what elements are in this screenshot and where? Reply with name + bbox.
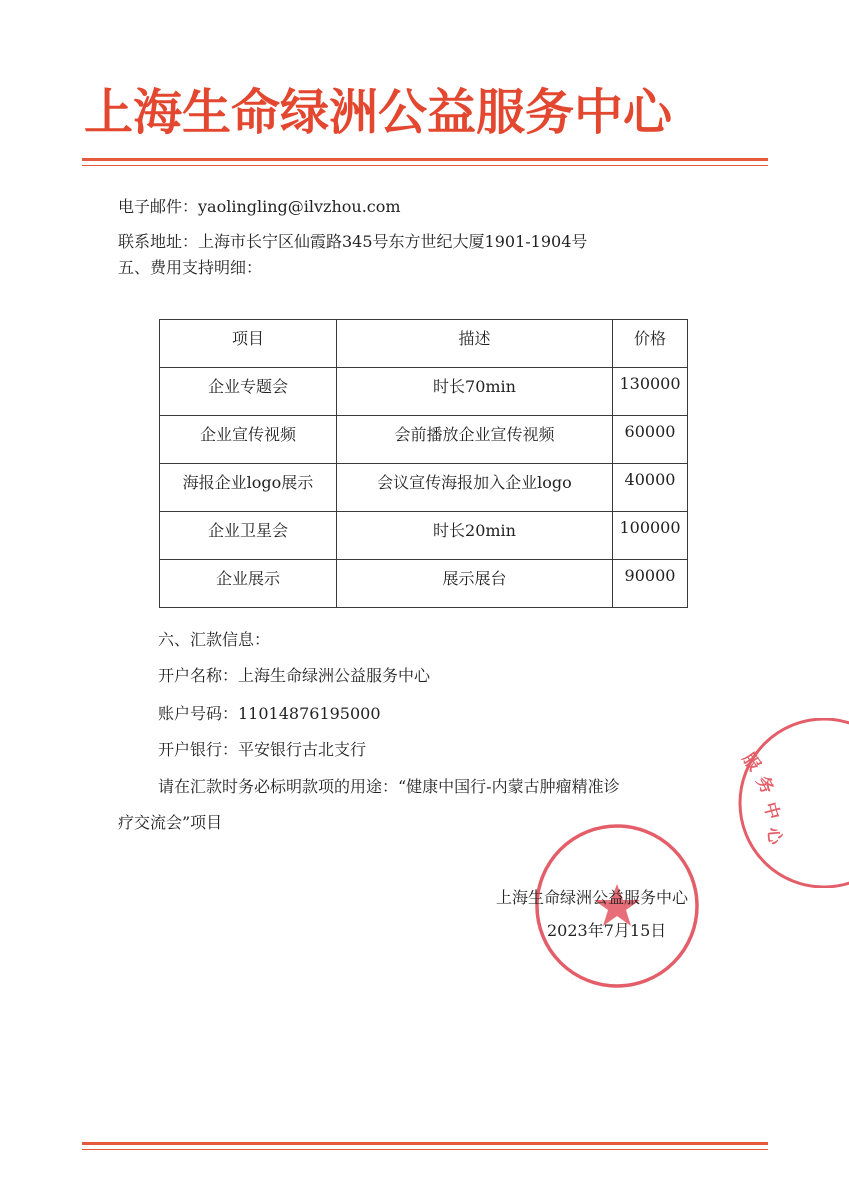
fees-table [159,319,688,608]
letterhead-title: 上海生命绿洲公益服务中心 [84,84,673,141]
column-header: 价格 [613,320,688,368]
partial-seal-stamp [724,718,849,888]
remittance-note-line2: 疗交流会”项目 [118,813,223,832]
price-cell: 40000 [613,464,688,512]
price-cell: 100000 [613,512,688,560]
fees-heading: 五、费用支持明细： [118,258,263,277]
footer-rule-thin [82,1149,768,1150]
column-header: 描述 [337,320,613,368]
item-cell: 企业宣传视频 [160,416,337,464]
account-number-line: 账户号码：11014876195000 [158,704,381,723]
remittance-heading: 六、汇款信息： [158,630,271,649]
svg-text:服: 服 [737,749,765,775]
email-line: 电子邮件：yaolingling@ilvzhou.com [118,197,401,216]
description-cell: 会前播放企业宣传视频 [337,416,613,464]
table-row [160,368,688,416]
table-header-row [160,320,688,368]
price-cell: 60000 [613,416,688,464]
address-line: 联系地址：上海市长宁区仙霞路345号东方世纪大厦1901-1904号 [118,232,588,251]
footer-rule-thick [82,1142,768,1145]
signature-date: 2023年7月15日 [547,921,667,940]
table-row [160,512,688,560]
remittance-note-line1: 请在汇款时务必标明款项的用途：“健康中国行-内蒙古肿瘤精准诊 [158,777,620,796]
signature-org: 上海生命绿洲公益服务中心 [496,888,689,907]
item-cell: 海报企业logo展示 [160,464,337,512]
svg-text:中: 中 [759,800,783,822]
header-rule-thick [82,158,768,161]
description-cell: 展示展台 [337,560,613,608]
description-cell: 会议宣传海报加入企业logo [337,464,613,512]
description-cell: 时长70min [337,368,613,416]
table-row [160,464,688,512]
account-name-line: 开户名称：上海生命绿洲公益服务中心 [158,666,431,685]
item-cell: 企业专题会 [160,368,337,416]
bank-line: 开户银行：平安银行古北支行 [158,740,367,759]
svg-text:心: 心 [763,826,785,846]
item-cell: 企业展示 [160,560,337,608]
description-cell: 时长20min [337,512,613,560]
table-row [160,416,688,464]
item-cell: 企业卫星会 [160,512,337,560]
header-rule-thin [82,165,768,166]
price-cell: 90000 [613,560,688,608]
price-cell: 130000 [613,368,688,416]
svg-text:务: 务 [751,772,778,798]
column-header: 项目 [160,320,337,368]
table-row [160,560,688,608]
